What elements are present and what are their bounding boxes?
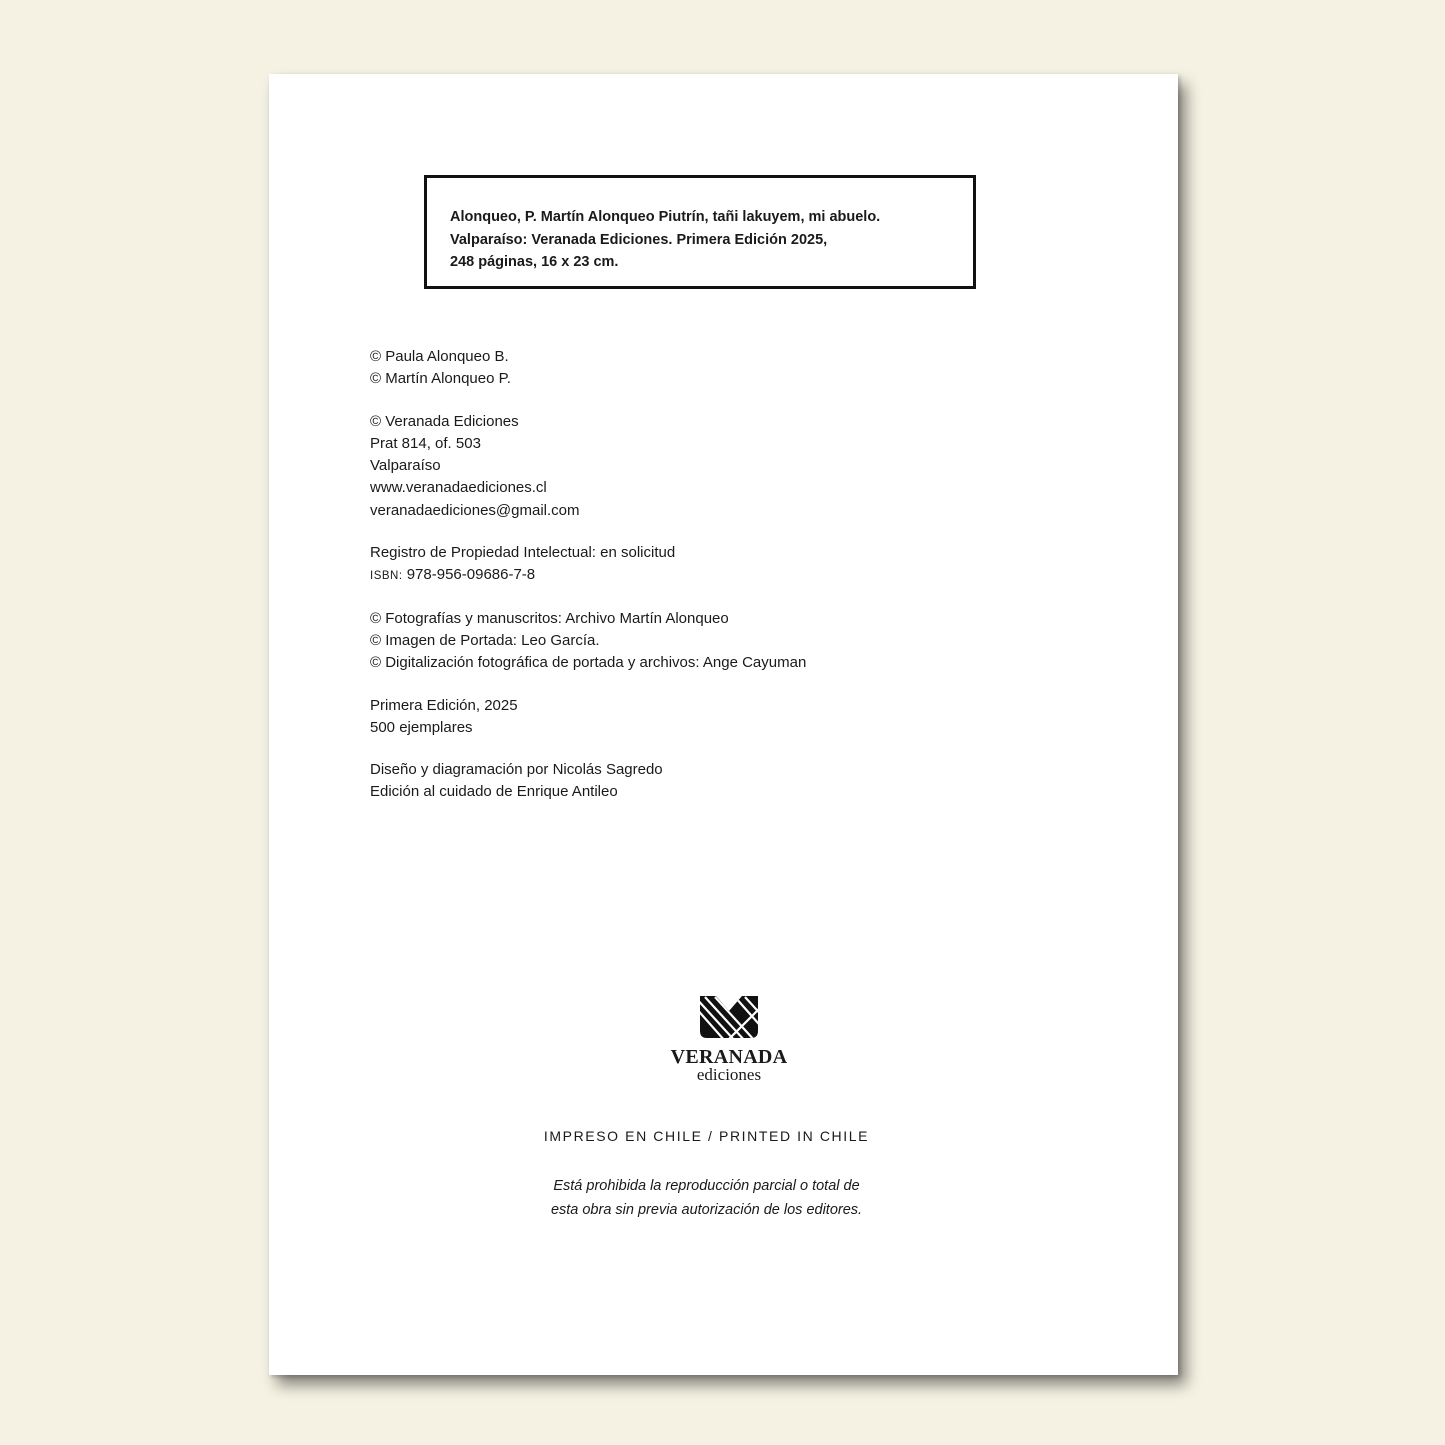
publisher-info — [370, 411, 806, 522]
edition-info — [370, 695, 806, 740]
publisher-website: www.veranadaediciones.cl — [370, 479, 547, 497]
isbn-line — [370, 564, 806, 587]
cataloging-box — [424, 175, 976, 289]
veranada-logo-icon — [699, 995, 759, 1039]
isbn-value: 978-956-09686-7-8 — [406, 566, 536, 584]
print-run-line: 500 ejemplares — [370, 718, 473, 736]
edition-line: Primera Edición, 2025 — [370, 696, 518, 714]
publisher-logo — [629, 995, 829, 1083]
image-credits — [370, 608, 806, 675]
isbn-label: ISBN: — [370, 570, 403, 583]
logo-subtitle: ediciones — [696, 1065, 762, 1084]
editor-line: Edición al cuidado de Enrique Antileo — [370, 783, 618, 801]
copyright-notice — [269, 1175, 1144, 1222]
design-credits — [370, 759, 806, 804]
printed-in-notice: IMPRESO EN CHILE / PRINTED IN CHILE — [543, 1128, 870, 1144]
design-line: Diseño y diagramación por Nicolás Sagredo — [370, 761, 663, 779]
registry-info — [370, 542, 806, 588]
publisher-address: Prat 814, of. 503 — [370, 434, 481, 452]
cataloging-line: Alonqueo, P. Martín Alonqueo Piutrín, tañi lakuyem, mi abuelo. — [450, 209, 881, 225]
publisher-name: © Veranada Ediciones — [370, 412, 519, 430]
book-page — [269, 74, 1178, 1375]
image-credit-line: © Digitalización fotográfica de portada y archivos: Ange Cayuman — [370, 654, 807, 672]
notice-line: Está prohibida la reproducción parcial o total de — [553, 1178, 860, 1194]
cataloging-line: Valparaíso: Veranada Ediciones. Primera Edición 2025, — [450, 231, 828, 248]
registry-line: Registro de Propiedad Intelectual: en solicitud — [370, 544, 676, 562]
image-credit-line: © Fotografías y manuscritos: Archivo Martín Alonqueo — [370, 609, 729, 627]
copyright-line: © Martín Alonqueo P. — [370, 370, 511, 388]
logo-name: VERANADA — [670, 1046, 788, 1068]
publisher-city: Valparaíso — [370, 457, 441, 475]
credits-block — [370, 346, 806, 824]
notice-line: esta obra sin previa autorización de los editores. — [550, 1201, 863, 1218]
author-copyrights — [370, 346, 806, 391]
cataloging-line: 248 páginas, 16 x 23 cm. — [450, 254, 619, 270]
publisher-email: veranadaediciones@gmail.com — [370, 501, 580, 519]
image-credit-line: © Imagen de Portada: Leo García. — [370, 631, 600, 649]
copyright-line: © Paula Alonqueo B. — [370, 348, 509, 365]
